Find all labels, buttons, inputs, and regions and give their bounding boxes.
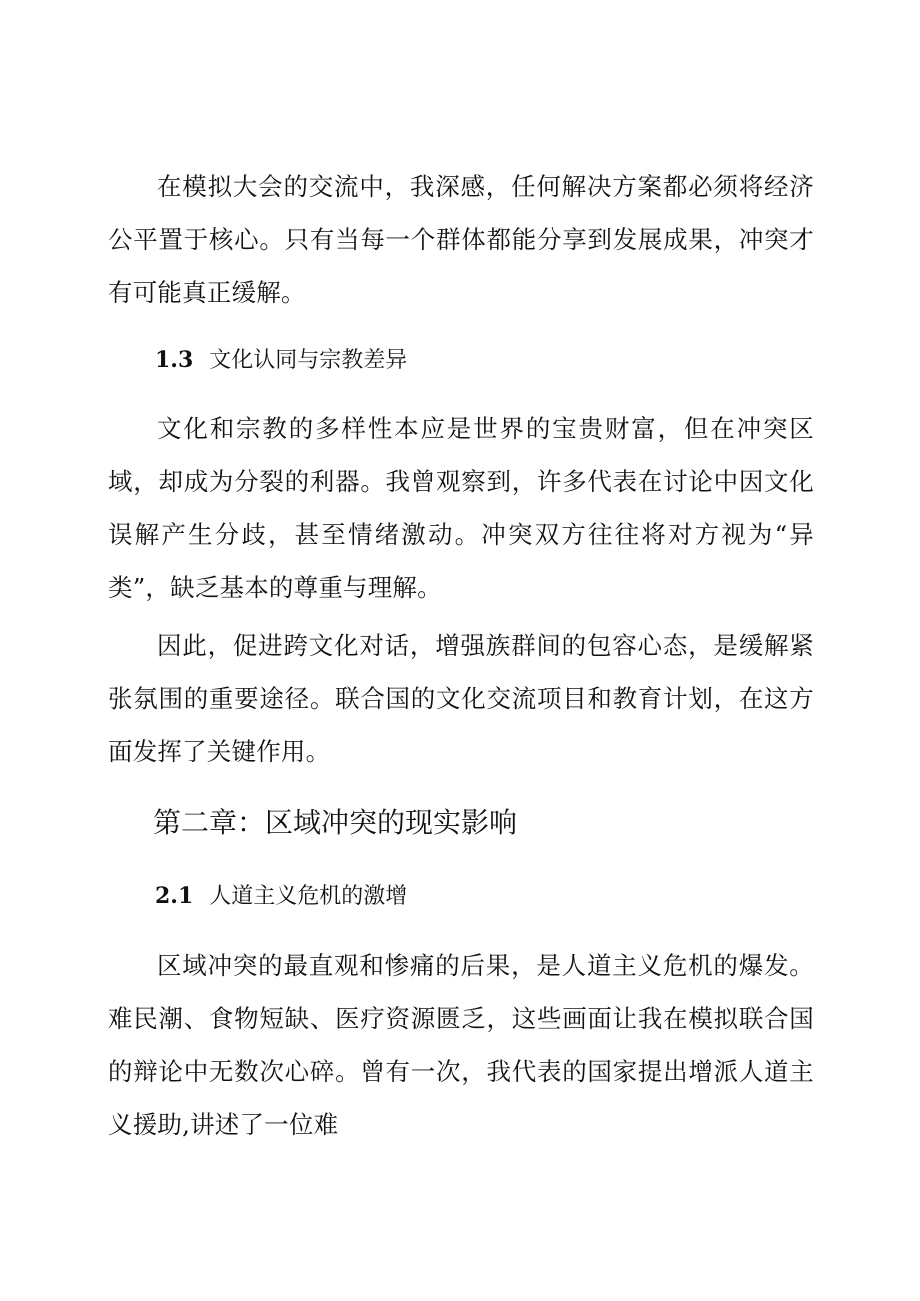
paragraph-cultural-diversity: 文化和宗教的多样性本应是世界的宝贵财富，但在冲突区域，却成为分裂的利器。我曾观察到，许多代表在讨论中因文化误解产生分歧，甚至情绪激动。冲突双方往往将对方视为“异类”，缺乏基本的尊重与理解。 <box>108 414 814 602</box>
section-number: 1.3 <box>155 347 194 373</box>
section-heading-2-1 <box>155 881 407 912</box>
section-title: 人道主义危机的激增 <box>209 884 408 909</box>
paragraph-humanitarian-crisis: 区域冲突的最直观和惨痛的后果，是人道主义危机的爆发。难民潮、食物短缺、医疗资源匮乏，这些画面让我在模拟联合国的辩论中无数次心碎。曾有一次，我代表的国家提出增派人道主义援助,讲述了一位难 <box>108 951 814 1139</box>
section-heading-1-3 <box>155 345 407 376</box>
section-title: 文化认同与宗教差异 <box>209 348 408 373</box>
chapter-heading-2: 第二章：区域冲突的现实影响 <box>153 806 518 839</box>
section-number: 2.1 <box>155 883 194 909</box>
paragraph-cross-cultural-dialogue: 因此，促进跨文化对话，增强族群间的包容心态，是缓解紧张氛围的重要途径。联合国的文化交流项目和教育计划，在这方面发挥了关键作用。 <box>108 631 814 766</box>
paragraph-economic-fairness: 在模拟大会的交流中，我深感，任何解决方案都必须将经济公平置于核心。只有当每一个群体都能分享到发展成果，冲突才有可能真正缓解。 <box>108 172 814 307</box>
